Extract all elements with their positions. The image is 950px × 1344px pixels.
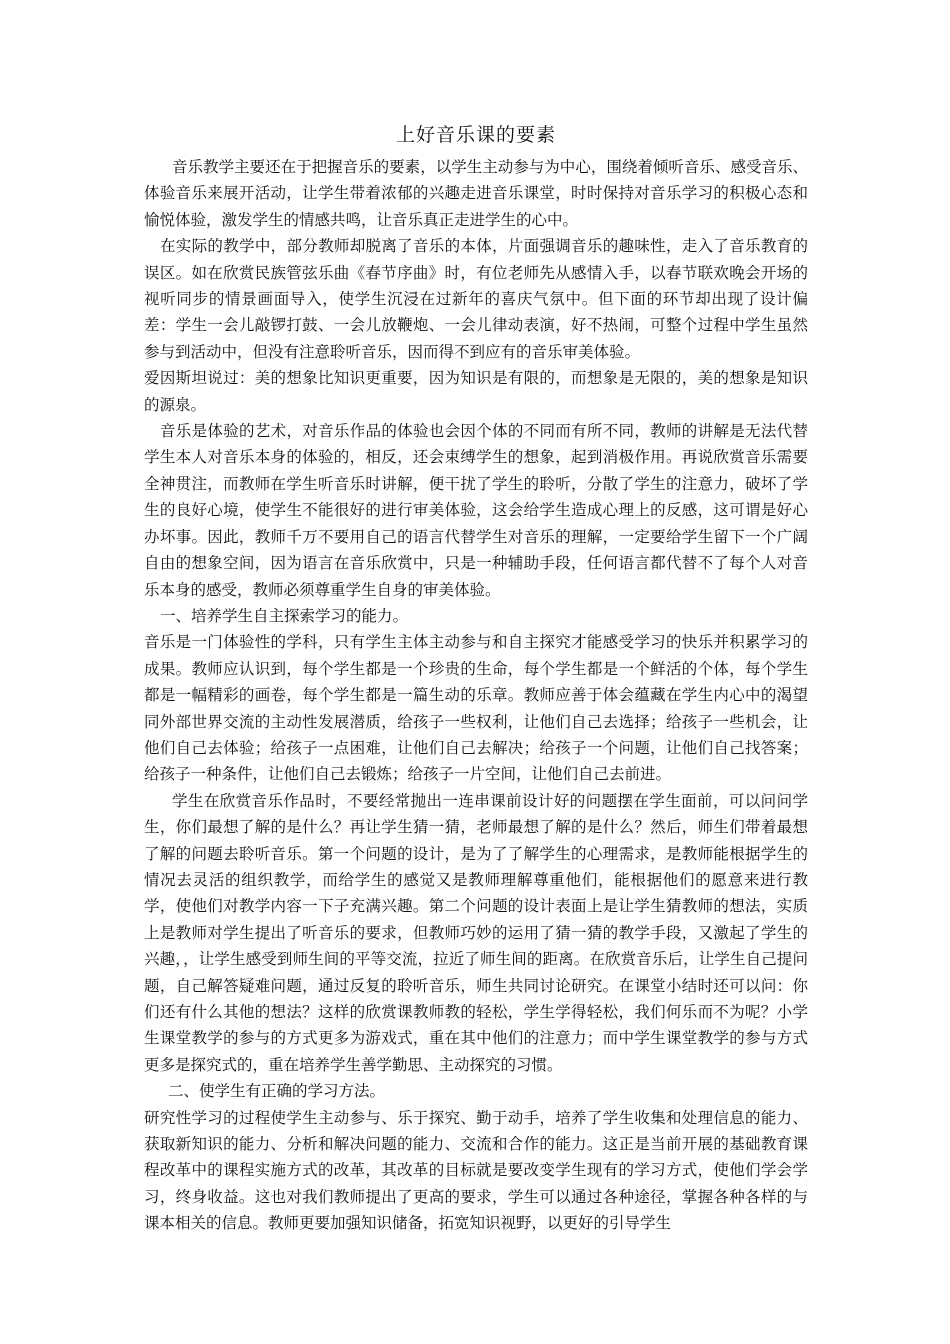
- paragraph-misconception: 在实际的教学中，部分教师却脱离了音乐的本体，片面强调音乐的趣味性，走入了音乐教育的误区。如在欣赏民族管弦乐曲《春节序曲》时，有位老师先从感情入手，以春节联欢晚会开场的视听同步的情景画面导入，使学生沉浸在过新年的喜庆气氛中。但下面的环节却出现了设计偏差：学生一会儿敲锣打鼓、一会儿放鞭炮、一会儿律动表演，好不热闹，可整个过程中学生虽然参与到活动中，但没有注意聆听音乐，因而得不到应有的音乐审美体验。: [144, 237, 808, 361]
- paragraph-autonomy: 音乐是一门体验性的学科，只有学生主体主动参与和自主探究才能感受学习的快乐并积累学习的成果。教师应认识到，每个学生都是一个珍贵的生命，每个学生都是一个鲜活的个体，每个学生都是一幅精彩的画卷，每个学生都是一篇生动的乐章。教师应善于体会蕴藏在学生内心中的渴望同外部世界交流的主动性发展潜质，给孩子一些权利，让他们自己去选择；给孩子一些机会，让他们自己去体验；给孩子一点困难，让他们自己去解决；给孩子一个问题，让他们自己找答案；给孩子一种条件，让他们自己去锻炼；给孩子一片空间，让他们自己去前进。: [144, 633, 808, 784]
- section-heading-1: 一、培养学生自主探索学习的能力。: [160, 606, 409, 625]
- paragraph-research-learning: 研究性学习的过程使学生主动参与、乐于探究、勤于动手，培养了学生收集和处理信息的能力、获取新知识的能力、分析和解决问题的能力、交流和合作的能力。这正是当前开展的基础教育课程改革中的课程实施方式的改革，其改革的目标就是要改变学生现有的学习方式，使他们学会学习，终身收益。这也对我们教师提出了更高的要求，学生可以通过各种途径，掌握各种各样的与课本相关的信息。教师更要加强知识储备，拓宽知识视野，以更好的引导学生: [144, 1108, 808, 1233]
- paragraph-experience: 音乐是体验的艺术，对音乐作品的体验也会因个体的不同而有所不同，教师的讲解是无法代替学生本人对音乐本身的体验的，相反，还会束缚学生的想象，起到消极作用。再说欣赏音乐需要全神贯注，而教师在学生听音乐时讲解，便干扰了学生的聆听，分散了学生的注意力，破坏了学生的良好心境，使学生不能很好的进行审美体验，这会给学生造成心理上的反感，这可谓是好心办坏事。因此，教师千万不要用自己的语言代替学生对音乐的理解，一定要给学生留下一个广阔自由的想象空间，因为语言在音乐欣赏中，只是一种辅助手段，任何语言都代替不了每个人对音乐本身的感受，教师必须尊重学生自身的审美体验。: [144, 422, 808, 599]
- paragraph-intro: 音乐教学主要还在于把握音乐的要素，以学生主动参与为中心，围绕着倾听音乐、感受音乐、体验音乐来展开活动，让学生带着浓郁的兴趣走进音乐课堂，时时保持对音乐学习的积极心态和愉悦体验，激发学生的情感共鸣，让音乐真正走进学生的心中。: [144, 158, 808, 229]
- document-title: 上好音乐课的要素: [395, 124, 556, 146]
- paragraph-questions: 学生在欣赏音乐作品时，不要经常抛出一连串课前设计好的问题摆在学生面前，可以问问学生，你们最想了解的是什么？再让学生猜一猜，老师最想了解的是什么？然后，师生们带着最想了解的问题去聆听音乐。第一个问题的设计，是为了了解学生的心理需求，是教师能根据学生的情况去灵活的组织教学，而给学生的感觉又是教师理解尊重他们，能根据他们的愿意来进行教学，使他们对教学内容一下子充满兴趣。第二个问题的设计表面上是让学生猜教师的想法，实质上是教师对学生提出了听音乐的要求，但教师巧妙的运用了猜一猜的教学手段，又激起了学生的兴趣，，让学生感受到师生间的平等交流，拉近了师生间的距离。在欣赏音乐后，让学生自己提问题，自己解答疑难问题，通过反复的聆听音乐，师生共同讨论研究。在课堂小结时还可以问：你们还有什么其他的想法？这样的欣赏课教师教的轻松，学生学得轻松，我们何乐而不为呢？小学生课堂教学的参与的方式更多为游戏式，重在其中他们的注意力；而中学生课堂教学的参与方式更多是探究式的，重在培养学生善学勤思、主动探究的习惯。: [144, 791, 808, 1074]
- paragraph-einstein-quote: 爱因斯坦说过：美的想象比知识更重要，因为知识是有限的，而想象是无限的，美的想象是知识的源泉。: [144, 369, 808, 414]
- section-heading-2: 二、使学生有正确的学习方法。: [168, 1082, 386, 1101]
- document-page: [144, 118, 808, 1237]
